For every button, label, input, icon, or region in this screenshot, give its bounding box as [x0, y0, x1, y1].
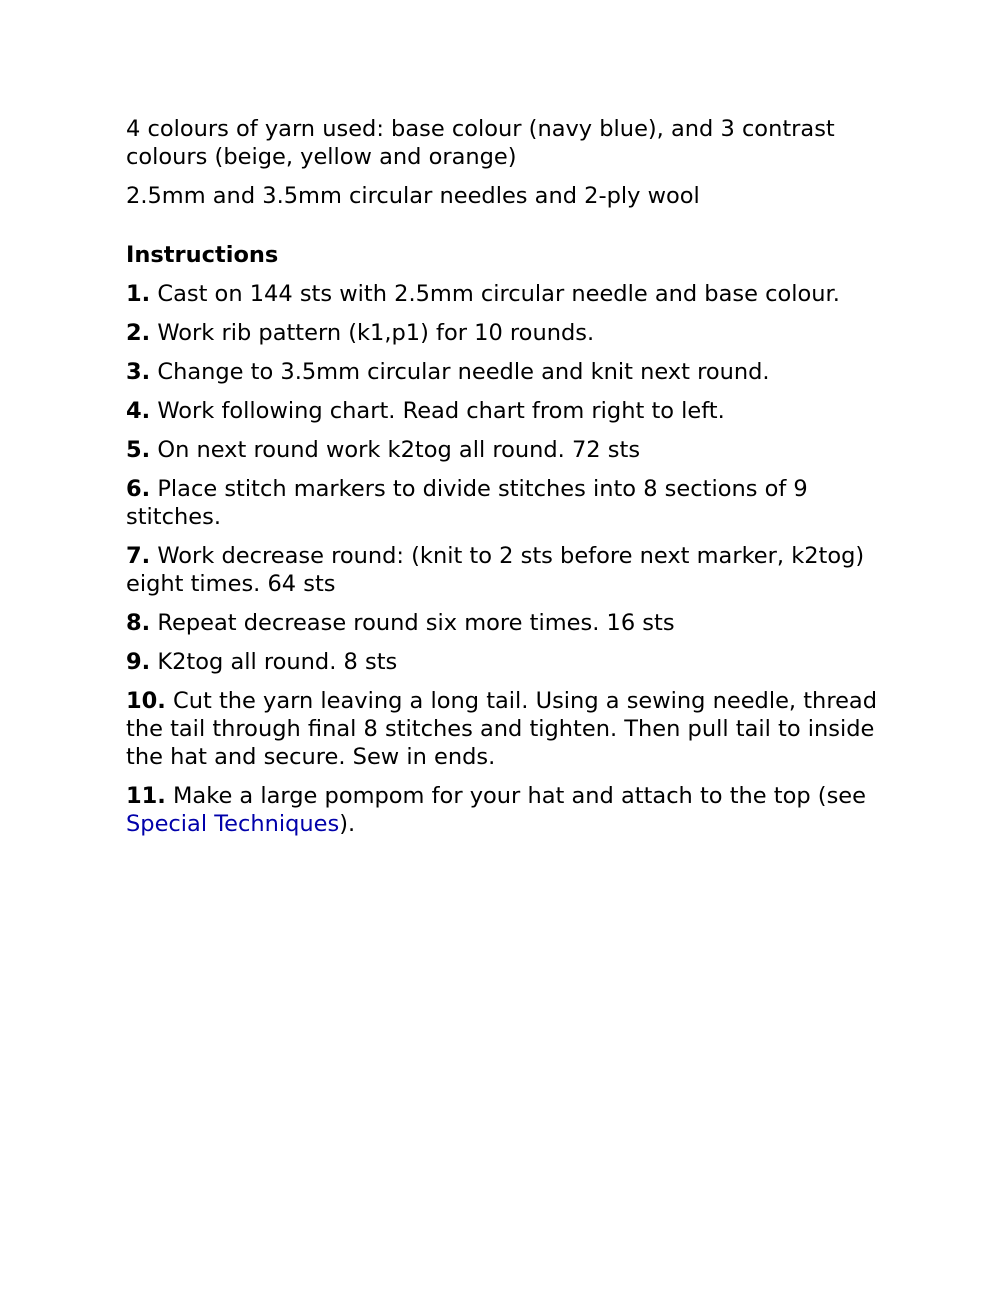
instruction-step-9 [126, 648, 886, 676]
step-text: Work rib pattern (k1,p1) for 10 rounds. [150, 320, 595, 346]
step-number: 2. [126, 320, 151, 346]
step-text-end: ). [339, 811, 356, 837]
step-number: 6. [126, 476, 151, 502]
instruction-step-3 [126, 358, 886, 386]
step-text: Work following chart. Read chart from right to left. [150, 398, 725, 424]
instruction-step-4 [126, 397, 886, 425]
document-page [126, 115, 886, 849]
step-text: K2tog all round. 8 sts [150, 649, 398, 675]
materials-needles-paragraph: 2.5mm and 3.5mm circular needles and 2-ply wool [126, 183, 700, 209]
special-techniques-link[interactable]: Special Techniques [126, 811, 340, 837]
instruction-step-1 [126, 280, 886, 308]
step-text: On next round work k2tog all round. 72 sts [150, 437, 641, 463]
step-number: 9. [126, 649, 151, 675]
step-text: Cut the yarn leaving a long tail. Using a sewing needle, thread the tail through final 8 stitches and tighten. Then pull tail to inside the hat and secure. Sew in ends. [126, 688, 877, 770]
step-number: 3. [126, 359, 151, 385]
instruction-step-8 [126, 609, 886, 637]
step-number: 4. [126, 398, 151, 424]
instruction-step-10 [126, 687, 886, 771]
instruction-step-11 [126, 782, 886, 838]
step-number: 7. [126, 543, 151, 569]
step-number: 5. [126, 437, 151, 463]
step-text: Cast on 144 sts with 2.5mm circular needle and base colour. [150, 281, 840, 307]
step-number: 8. [126, 610, 151, 636]
step-number: 10. [126, 688, 166, 714]
step-text: Change to 3.5mm circular needle and knit next round. [150, 359, 770, 385]
instruction-step-5 [126, 436, 886, 464]
step-text: Place stitch markers to divide stitches into 8 sections of 9 stitches. [126, 476, 808, 530]
instruction-step-7 [126, 542, 886, 598]
step-number: 11. [126, 783, 166, 809]
step-text: Work decrease round: (knit to 2 sts before next marker, k2tog) eight times. 64 sts [126, 543, 865, 597]
instruction-step-6 [126, 475, 886, 531]
step-number: 1. [126, 281, 151, 307]
instructions-heading: Instructions [126, 242, 279, 268]
materials-yarn-paragraph: 4 colours of yarn used: base colour (navy blue), and 3 contrast colours (beige, yellow and orange) [126, 116, 835, 170]
step-text: Repeat decrease round six more times. 16 sts [150, 610, 675, 636]
step-text: Make a large pompom for your hat and attach to the top (see [165, 783, 866, 809]
instruction-step-2 [126, 319, 886, 347]
